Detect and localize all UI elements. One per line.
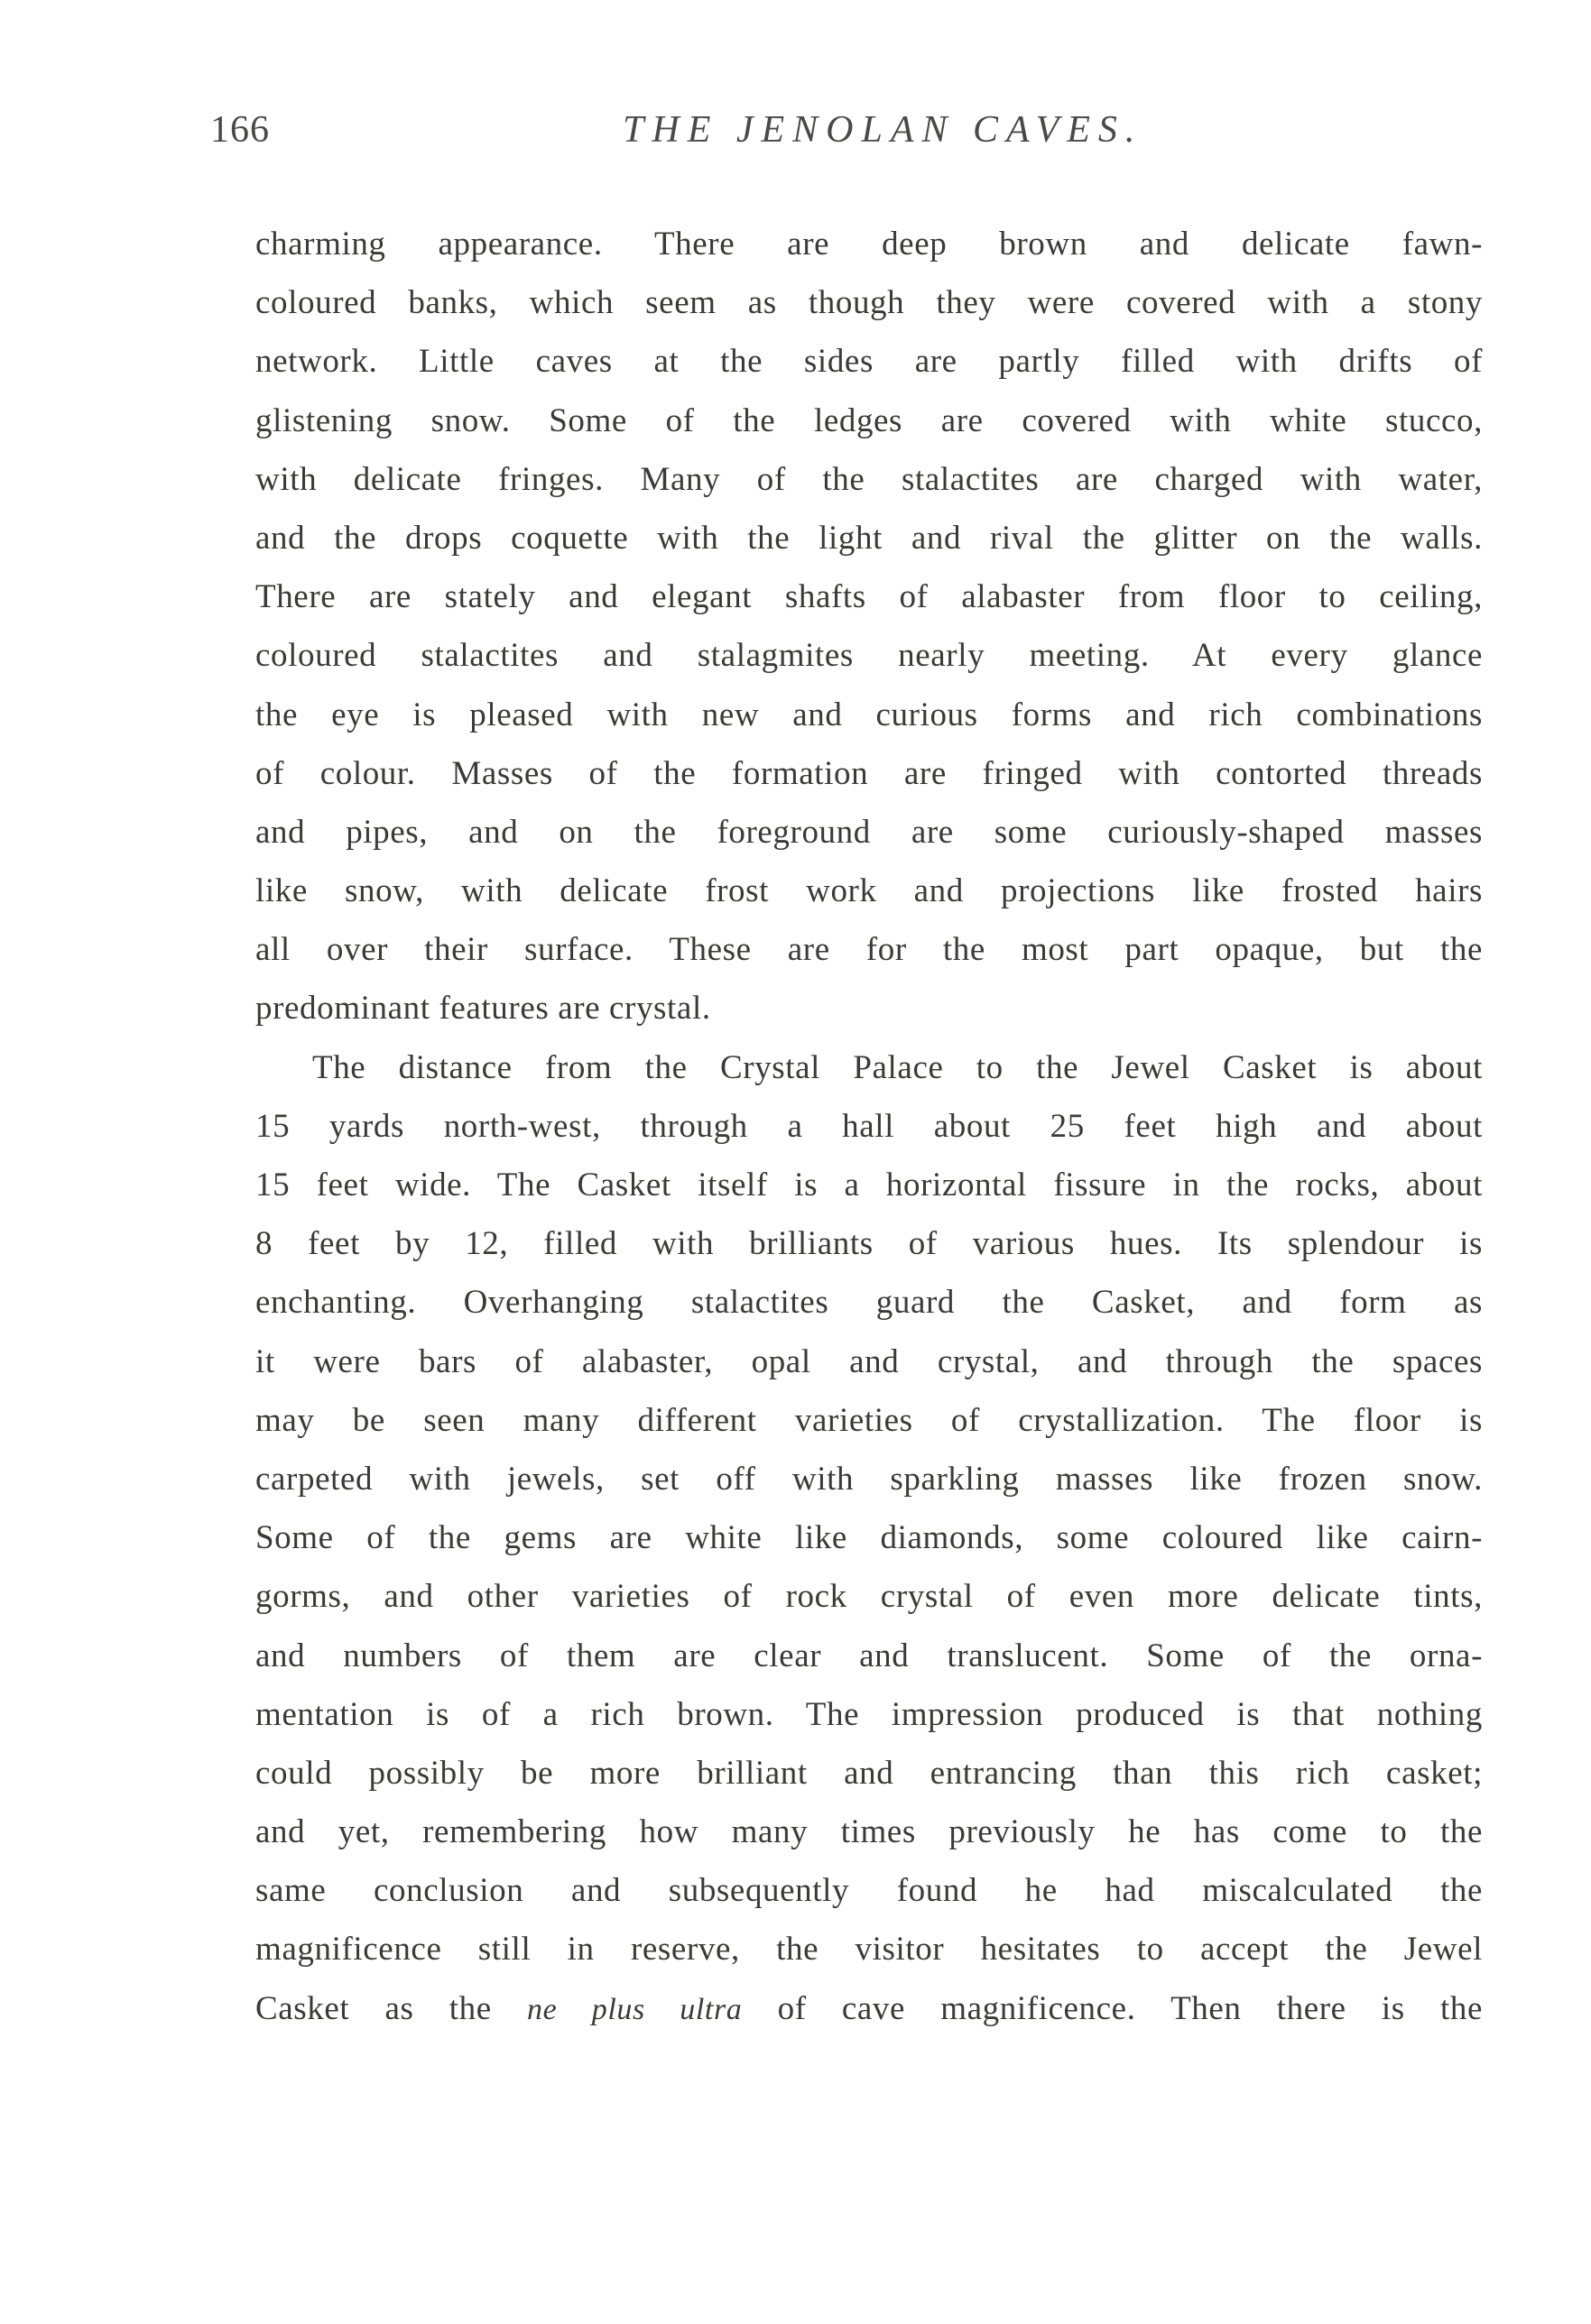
- text-line: glistening snow. Some of the ledges are covered with white stucco,: [255, 401, 1483, 439]
- text-line: like snow, with delicate frost work and projections like frosted hairs: [255, 872, 1483, 910]
- paragraph-first-line: The distance from the Crystal Palace to the Jewel Casket is about: [312, 1048, 1483, 1086]
- final-line-start: Casket as the: [255, 1989, 527, 2027]
- page-number: 166: [210, 109, 270, 151]
- text-line: with delicate fringes. Many of the stalactites are charged with water,: [255, 460, 1483, 498]
- text-line: charming appearance. There are deep brown and delicate fawn-: [255, 226, 1483, 263]
- text-line: 15 feet wide. The Casket itself is a horizontal fissure in the rocks, about: [255, 1167, 1483, 1204]
- paragraph-end-line: predominant features are crystal.: [255, 990, 711, 1028]
- text-line: may be seen many different varieties of crystallization. The floor is: [255, 1401, 1483, 1439]
- running-head: [0, 108, 1591, 162]
- body-text: [255, 215, 1483, 2038]
- text-line: There are stately and elegant shafts of alabaster from floor to ceiling,: [255, 578, 1483, 616]
- text-line: Some of the gems are white like diamonds, some coloured like cairn-: [255, 1519, 1483, 1557]
- latin-phrase: ne plus ultra: [526, 1992, 743, 2026]
- text-line: magnificence still in reserve, the visitor hesitates to accept the Jewel: [255, 1931, 1483, 1969]
- text-line: and the drops coquette with the light and rival the glitter on the walls.: [255, 519, 1483, 557]
- text-line: same conclusion and subsequently found he had miscalculated the: [255, 1872, 1483, 1910]
- text-line: and pipes, and on the foreground are some curiously-shaped masses: [255, 813, 1483, 851]
- text-line: carpeted with jewels, set off with sparkling masses like frozen snow.: [255, 1460, 1483, 1498]
- text-line: the eye is pleased with new and curious forms and rich combinations: [255, 696, 1483, 733]
- text-line: and numbers of them are clear and translucent. Some of the orna-: [255, 1637, 1483, 1674]
- text-line: coloured stalactites and stalagmites nearly meeting. At every glance: [255, 637, 1483, 675]
- text-line: and yet, remembering how many times previously he has come to the: [255, 1813, 1483, 1851]
- final-text-line: [255, 1979, 1483, 2038]
- text-line: mentation is of a rich brown. The impression produced is that nothing: [255, 1695, 1483, 1733]
- final-line-end: of cave magnificence. Then there is the: [742, 1989, 1483, 2027]
- text-line: of colour. Masses of the formation are fringed with contorted threads: [255, 754, 1483, 792]
- text-line: could possibly be more brilliant and entrancing than this rich casket;: [255, 1754, 1483, 1792]
- text-line: enchanting. Overhanging stalactites guard the Casket, and form as: [255, 1284, 1483, 1322]
- text-line: network. Little caves at the sides are partly filled with drifts of: [255, 343, 1483, 381]
- text-line: all over their surface. These are for the most part opaque, but the: [255, 931, 1483, 969]
- text-line: 15 yards north-west, through a hall about 25 feet high and about: [255, 1107, 1483, 1145]
- running-title: THE JENOLAN CAVES.: [623, 109, 1143, 151]
- text-line: 8 feet by 12, filled with brilliants of various hues. Its splendour is: [255, 1225, 1483, 1263]
- text-line: it were bars of alabaster, opal and crystal, and through the spaces: [255, 1342, 1483, 1380]
- text-line: gorms, and other varieties of rock crystal of even more delicate tints,: [255, 1578, 1483, 1616]
- text-line: coloured banks, which seem as though they were covered with a stony: [255, 284, 1483, 322]
